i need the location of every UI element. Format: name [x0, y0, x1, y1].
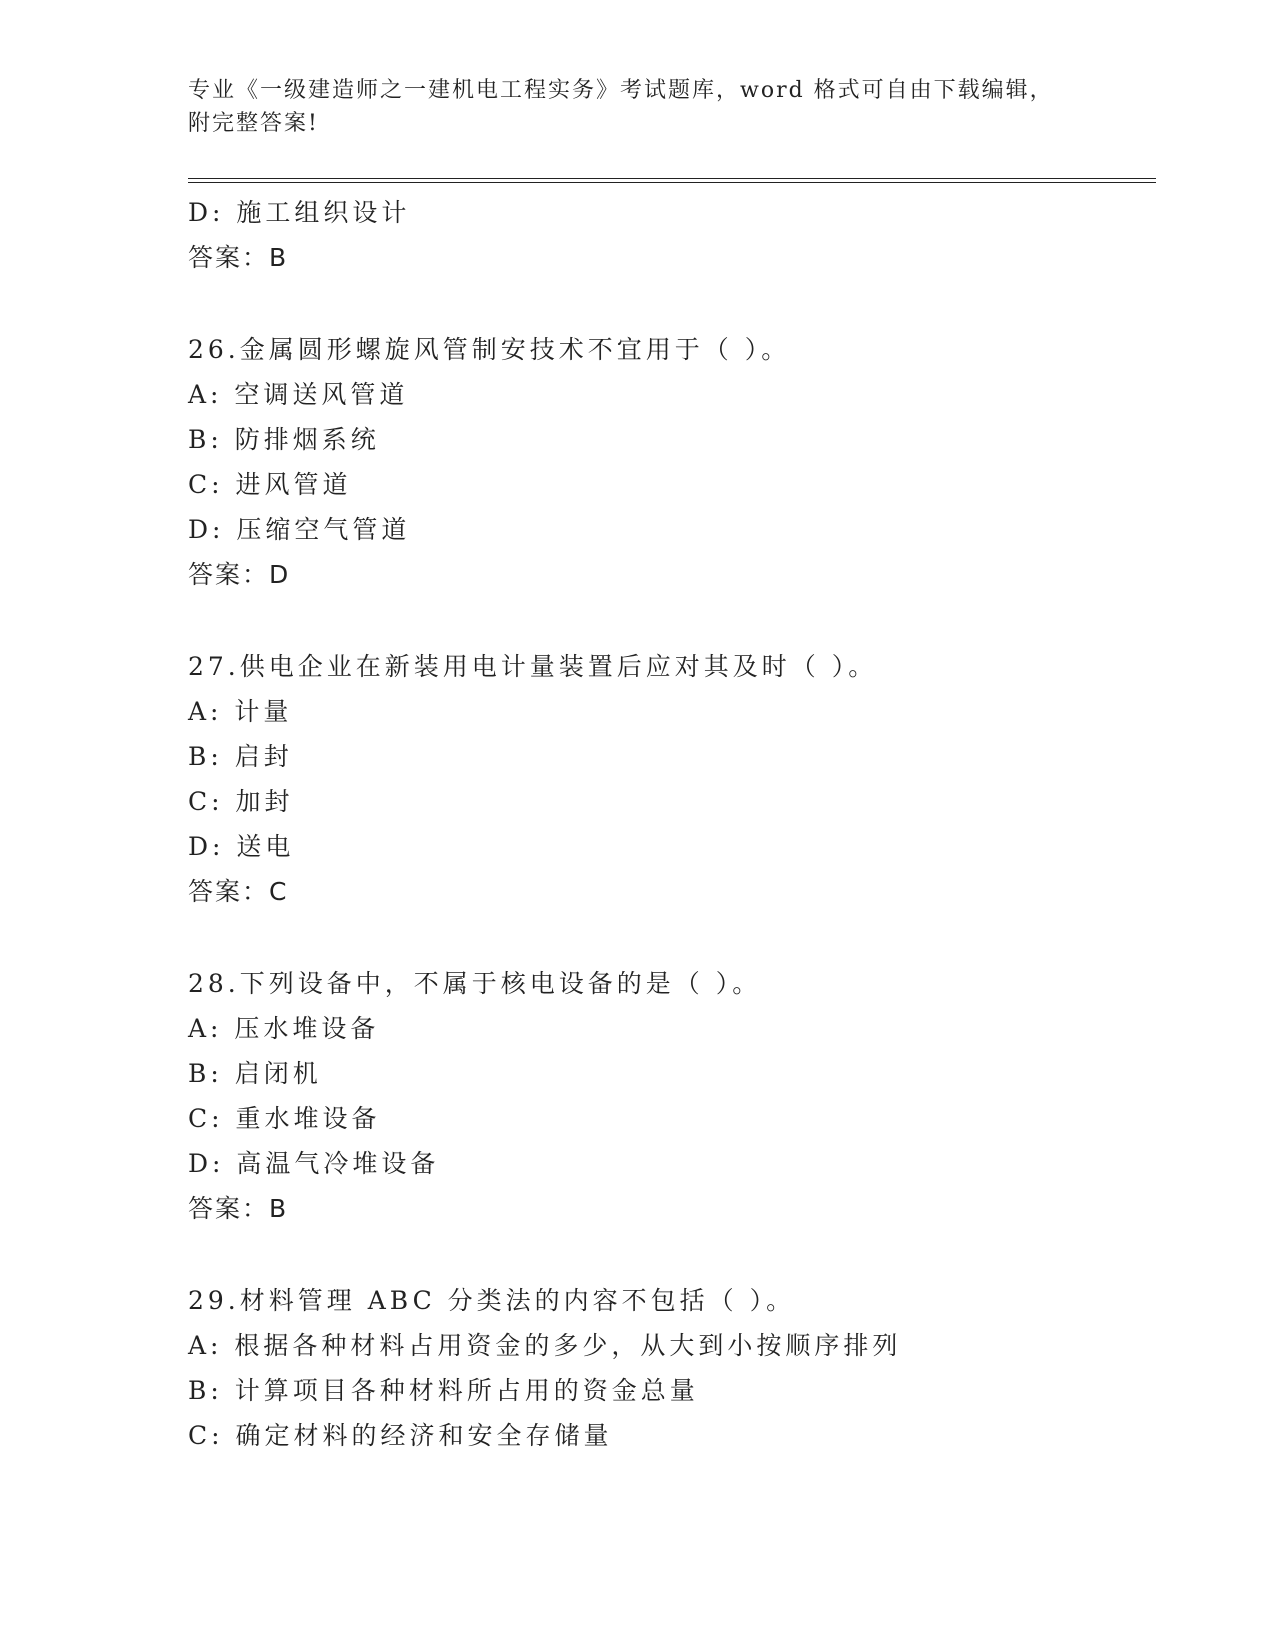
option-a: A: 计量 [188, 697, 293, 726]
question-stem: 26.金属圆形螺旋风管制安技术不宜用于（ ）。 [188, 335, 791, 364]
question-stem: 29.材料管理 ABC 分类法的内容不包括（ ）。 [188, 1286, 796, 1315]
header-rule-bottom [188, 182, 1156, 183]
option-a: A: 根据各种材料占用资金的多少，从大到小按顺序排列 [188, 1331, 902, 1360]
document-header [188, 74, 1088, 140]
question-27 [188, 644, 1156, 914]
header-rule-top [188, 178, 1156, 179]
prev-option-d: D: 施工组织设计 [188, 198, 411, 227]
header-line-1: 专业《一级建造师之一建机电工程实务》考试题库，word 格式可自由下载编辑， [188, 78, 1054, 103]
option-c: C: 重水堆设备 [188, 1104, 381, 1133]
spacer [188, 597, 1156, 644]
question-26 [188, 327, 1156, 597]
question-29 [188, 1278, 1156, 1458]
option-a: A: 压水堆设备 [188, 1014, 380, 1043]
answer: 答案：D [188, 560, 291, 589]
spacer [188, 1231, 1156, 1278]
option-c: C: 加封 [188, 787, 294, 816]
option-d: D: 送电 [188, 832, 295, 861]
header-line-2: 附完整答案! [188, 111, 319, 136]
answer: 答案：B [188, 1194, 289, 1223]
answer: 答案：C [188, 877, 289, 906]
question-stem: 28.下列设备中，不属于核电设备的是（ ）。 [188, 969, 762, 998]
option-b: B: 防排烟系统 [188, 425, 380, 454]
question-stem: 27.供电企业在新装用电计量装置后应对其及时（ ）。 [188, 652, 878, 681]
question-28 [188, 961, 1156, 1231]
option-b: B: 启闭机 [188, 1059, 322, 1088]
option-c: C: 确定材料的经济和安全存储量 [188, 1421, 613, 1450]
spacer [188, 914, 1156, 961]
option-a: A: 空调送风管道 [188, 380, 409, 409]
option-d: D: 压缩空气管道 [188, 515, 411, 544]
question-list [188, 190, 1156, 1458]
option-d: D: 高温气冷堆设备 [188, 1149, 440, 1178]
option-c: C: 进风管道 [188, 470, 352, 499]
option-b: B: 启封 [188, 742, 293, 771]
prev-answer: 答案：B [188, 243, 289, 272]
spacer [188, 280, 1156, 327]
option-b: B: 计算项目各种材料所占用的资金总量 [188, 1376, 699, 1405]
